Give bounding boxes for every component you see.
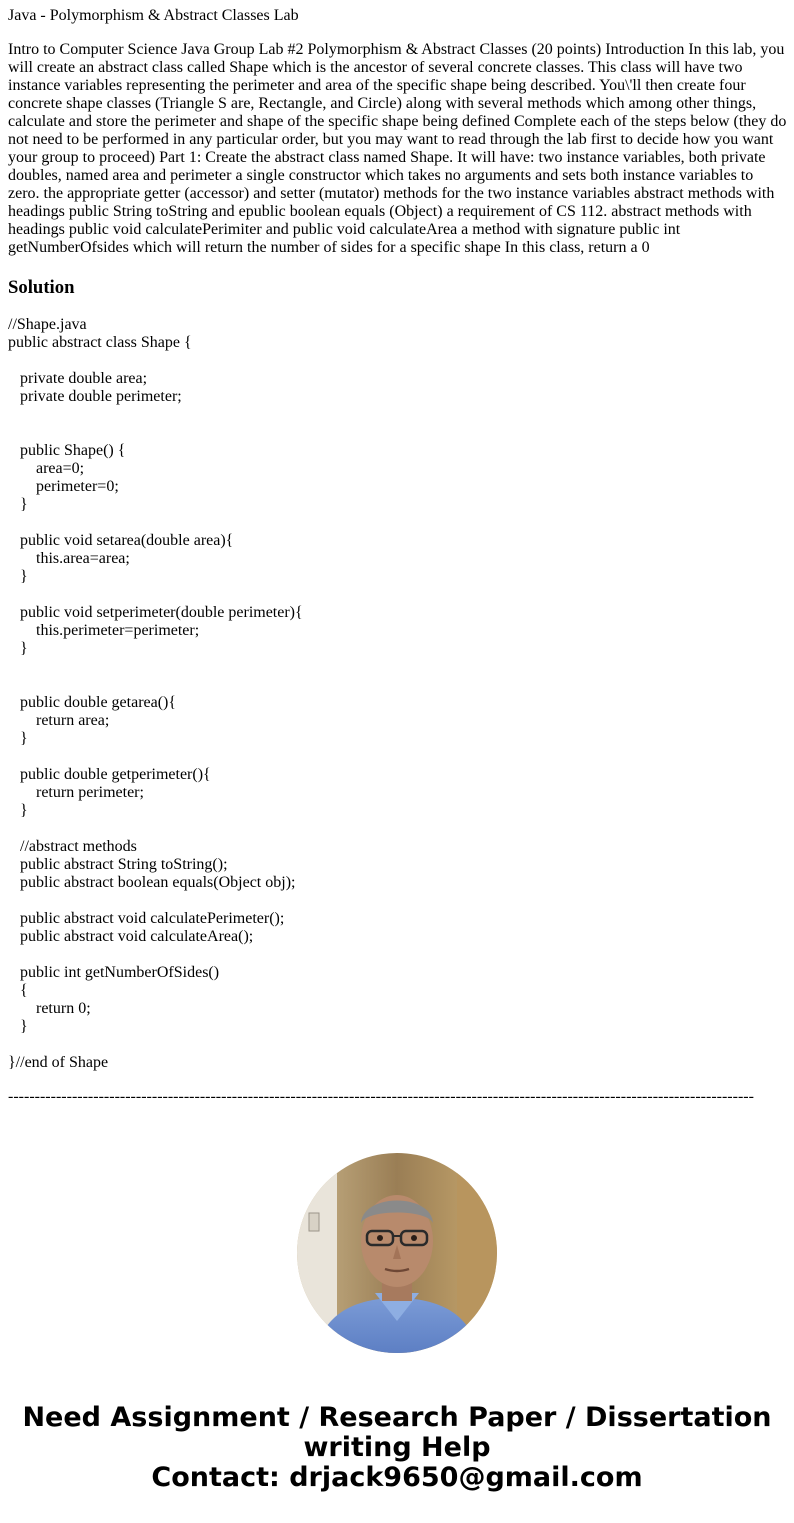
promo-contact: Contact: drjack9650@gmail.com: [151, 1462, 643, 1493]
promo-banner: [0, 1403, 794, 1493]
divider-line: --------------------------------------------------------------------------------------------------------------------------------------------: [8, 1088, 754, 1105]
promo-line-2: writing Help: [303, 1432, 491, 1463]
question-text: Intro to Computer Science Java Group Lab #2 Polymorphism & Abstract Classes (20 points) Introduction In this lab, you will create an abstract class called Shape which is the ancestor of several concrete classes. This class will have two instance variables representing the perimeter and area of the specific shape being described. You\'ll then create four concrete shape classes (Triangle S are, Rectangle, and Circle) along with several methods which among other things, calculate and store the perimeter and shape of the specific shape being defined Complete each of the steps below (they do not need to be performed in any particular order, but you may want to read through the lab first to decide how you want your group to proceed) Part 1: Create the abstract class named Shape. It will have: two instance variables, both private doubles, named area and perimeter a single constructor which takes no arguments and sets both instance variables to zero. the appropriate getter (accessor) and setter (mutator) methods for the two instance variables abstract methods with headings public String toString and epublic boolean equals (Object) a requirement of CS 112. abstract methods with headings public void calculatePerimiter and public void calculateArea a method with signature public int getNumberOfsides which will return the number of sides for a specific shape In this class, return a 0: [8, 41, 787, 256]
promo-line-1: Need Assignment / Research Paper / Dissertation: [22, 1402, 772, 1433]
solution-code: //Shape.java public abstract class Shape { private double area; private double perimeter; public Shape() { area=0; perimeter=0; } public void setarea(double area){ this.area=area; } public void setperimeter(double perimeter){ this.perimeter=perimeter; } public double getarea(){ return area; } public double getperimeter(){ return perimeter; } //abstract methods public abstract String toString(); public abstract boolean equals(Object obj); public abstract void calculatePerimeter(); public abstract void calculateArea(); public int getNumberOfSides() { return 0; } }//end of Shape: [8, 316, 303, 1071]
solution-heading: Solution: [8, 277, 75, 298]
page-title: Java - Polymorphism & Abstract Classes Lab: [8, 7, 299, 24]
author-avatar: [297, 1153, 497, 1353]
person-photo-icon: [297, 1153, 497, 1353]
